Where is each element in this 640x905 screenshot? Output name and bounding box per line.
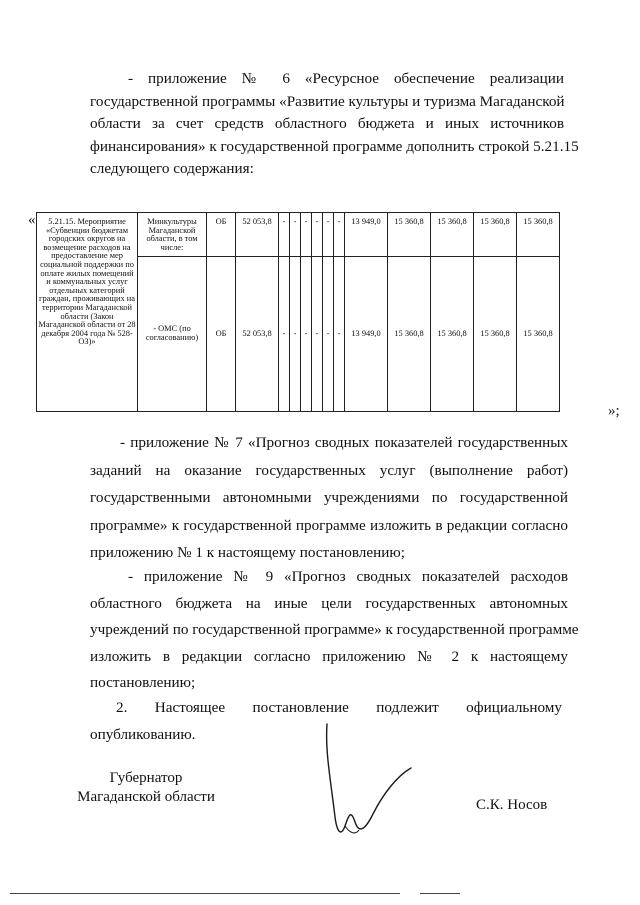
year-value-cell: 15 360,8: [474, 257, 517, 412]
text-line: 2. Настоящее постановление подлежит официальному: [116, 699, 562, 716]
text-line: - приложение № 7 «Прогноз сводных показателей государственных: [120, 434, 568, 451]
governor-name: С.К. Носов: [476, 797, 548, 813]
dash-cell: -: [334, 213, 345, 257]
footer-rule: [10, 893, 400, 894]
total-cell: 52 053,8: [236, 213, 279, 257]
paragraph-appendix-6: [90, 68, 579, 181]
dash-cell: -: [334, 257, 345, 412]
dash-cell: -: [290, 257, 301, 412]
year-value-cell: 15 360,8: [517, 213, 560, 257]
text-line: области за счет средств областного бюджета и иных источников: [90, 115, 564, 132]
text-line: - приложение № 9 «Прогноз сводных показателей расходов: [128, 568, 568, 585]
close-quote: »;: [608, 403, 620, 419]
governor-title: [74, 769, 218, 807]
total-cell: 52 053,8: [236, 257, 279, 412]
dash-cell: -: [279, 257, 290, 412]
year-value-cell: 13 949,0: [345, 257, 388, 412]
year-value-cell: 15 360,8: [517, 257, 560, 412]
text-line: финансирования» к государственной программе дополнить строкой 5.21.15: [90, 137, 579, 155]
table-row: [37, 213, 560, 257]
text-line: заданий на оказание государственных услуг (выполнение работ): [90, 461, 568, 479]
text-line: постановлению;: [90, 674, 196, 691]
text-line: - приложение № 6 «Ресурсное обеспечение реализации: [128, 70, 564, 87]
source-cell: ОБ: [207, 213, 236, 257]
paragraph-appendix-9: [90, 566, 579, 695]
dash-cell: -: [290, 213, 301, 257]
title-line: Губернатор: [109, 770, 183, 786]
year-value-cell: 15 360,8: [431, 257, 474, 412]
text-line: учреждений по государственной программе» к государственной программе: [90, 621, 579, 638]
text-line: программе» к государственной программе изложить в редакции согласно: [90, 516, 568, 534]
year-value-cell: 15 360,8: [388, 213, 431, 257]
executor-cell: - ОМС (по согласованию): [138, 257, 207, 412]
text-line: изложить в редакции согласно приложению № 2 к настоящему: [90, 647, 568, 665]
footer-rule: [420, 893, 460, 894]
paragraph-appendix-7: [90, 432, 568, 565]
title-line: Магаданской области: [77, 789, 215, 805]
measure-cell: 5.21.15. Мероприятие «Субвенции бюджетам городских округов на возмещение расходов на предоставление мер социальной поддержки по оплате жилых помещений и коммунальных услуг отдельных категорий граждан, проживающих на территории Магаданской области (Закон Магаданской области от 28 декабря 2004 года № 528-ОЗ)»: [37, 213, 138, 412]
dash-cell: -: [279, 213, 290, 257]
open-quote: «: [28, 212, 36, 228]
year-value-cell: 15 360,8: [431, 213, 474, 257]
text-line: опубликованию.: [90, 725, 196, 743]
resource-table: [36, 212, 560, 412]
source-cell: ОБ: [207, 257, 236, 412]
dash-cell: -: [301, 213, 312, 257]
text-line: следующего содержания:: [90, 160, 254, 177]
dash-cell: -: [323, 213, 334, 257]
year-value-cell: 15 360,8: [388, 257, 431, 412]
dash-cell: -: [312, 257, 323, 412]
text-line: государственными автономными учреждениями по государственной: [90, 489, 568, 506]
dash-cell: -: [301, 257, 312, 412]
year-value-cell: 15 360,8: [474, 213, 517, 257]
executor-cell: Минкультуры Магаданской области, в том числе:: [138, 213, 207, 257]
text-line: приложению № 1 к настоящему постановлению;: [90, 544, 405, 561]
text-line: государственной программы «Развитие культуры и туризма Магаданской: [90, 92, 565, 110]
text-line: областного бюджета на иные цели государственных автономных: [90, 594, 568, 612]
year-value-cell: 13 949,0: [345, 213, 388, 257]
handwritten-signature: [315, 722, 425, 842]
dash-cell: -: [312, 213, 323, 257]
dash-cell: -: [323, 257, 334, 412]
